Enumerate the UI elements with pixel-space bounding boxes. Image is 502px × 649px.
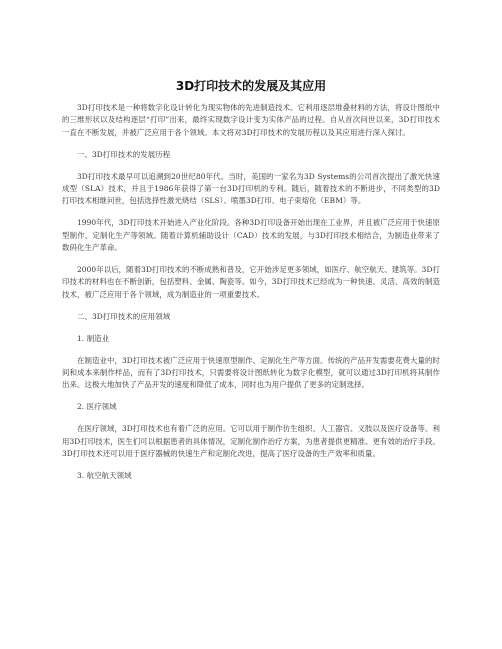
section-heading: 一、3D打印技术的发展历程	[77, 149, 171, 159]
section-heading: 2. 医疗领域	[77, 402, 117, 412]
body-paragraph: 1990年代，3D打印技术开始进入产业化阶段。各种3D打印设备开始出现在工业界，并且被广泛应用于快速原型制作、定制化生产等领域。随着计算机辅助设计（CAD）技术的发展，与3D打印技术相结合，为制造业带来了数码化生产革命。	[62, 218, 440, 253]
body-paragraph: 2000年以后，随着3D打印技术的不断成熟和普及，它开始涉足更多领域，如医疗、航空航天、建筑等。3D打印技术的材料也在不断创新，包括塑料、金属、陶瓷等。如今，3D打印技术已经成为一种快速、灵活、高效的制造技术，被广泛应用于各个领域，成为制造业的一项重要技术。	[62, 265, 440, 299]
document-body	[62, 102, 440, 492]
body-paragraph: 在医疗领域，3D打印技术也有着广泛的应用。它可以用于制作仿生组织、人工器官、义肢以及医疗设备等。利用3D打印技术，医生们可以根据患者的具体情况，定制化制作治疗方案，为患者提供更精准、更有效的治疗手段。3D打印技术还可以用于医疗器械的快速生产和定制化改进，提高了医疗设备的生产效率和质量。	[62, 424, 440, 459]
section-heading: 二、3D打印技术的应用领域	[77, 311, 171, 321]
body-paragraph: 3D打印技术最早可以追溯到20世纪80年代。当时，美国的一家名为3D Systems的公司首次提出了激光快速成型（SLA）技术，并且于1986年获得了第一台3D打印机的专利。随后，随着技术的不断进步，不同类型的3D打印技术相继问世，包括选择性激光烧结（SLS）、喷墨3D打印、电子束熔化（EBM）等。	[62, 171, 440, 206]
body-paragraph: 在制造业中，3D打印技术被广泛应用于快速原型制作、定制化生产等方面。传统的产品开发需要花费大量的时间和成本来制作样品，而有了3D打印技术，只需要将设计图纸转化为数字化模型，就可以通过3D打印机将其制作出来。这极大地加快了产品开发的速度和降低了成本，同时也为用户提供了更多的定制选择。	[62, 355, 440, 390]
document-title: 3D打印技术的发展及其应用	[175, 79, 327, 93]
section-heading: 3. 航空航天领域	[77, 470, 132, 480]
body-paragraph: 3D打印技术是一种将数字化设计转化为现实物体的先进制造技术。它利用逐层堆叠材料的方法，将设计图纸中的三维形状以及结构逐层“打印”出来，最终实现数字设计变为实体产品的过程。自从首次问世以来，3D打印技术一直在不断发展，并被广泛应用于各个领域。本文将对3D打印技术的发展历程以及其应用进行深入探讨。	[62, 103, 440, 137]
section-heading: 1. 制造业	[77, 333, 110, 343]
